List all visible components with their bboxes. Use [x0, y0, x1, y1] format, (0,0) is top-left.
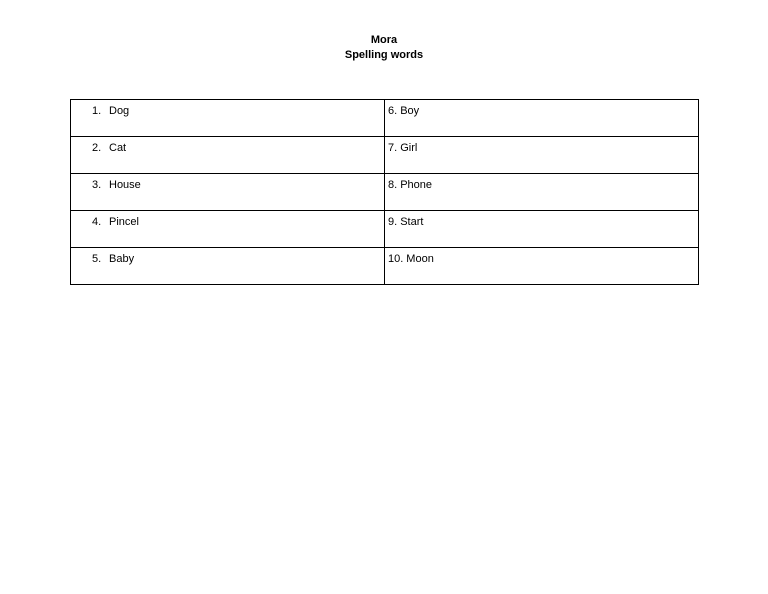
word-number: 9. — [388, 216, 398, 228]
table-cell — [71, 248, 385, 285]
table-cell — [71, 137, 385, 174]
table-cell — [71, 211, 385, 248]
table-cell — [385, 137, 699, 174]
table-cell — [71, 100, 385, 137]
table-cell — [385, 100, 699, 137]
word-text: Pincel — [109, 216, 139, 228]
word-text: Girl — [400, 142, 418, 154]
table-cell — [385, 248, 699, 285]
word-text: Moon — [406, 253, 434, 265]
document-title: Mora — [370, 34, 398, 46]
table-row — [71, 137, 699, 174]
word-text: Dog — [109, 105, 130, 117]
word-number: 2. — [92, 142, 102, 154]
table-cell — [385, 211, 699, 248]
word-text: Boy — [400, 105, 420, 117]
word-number: 5. — [92, 253, 102, 265]
word-text: Cat — [109, 142, 127, 154]
word-text: Phone — [400, 179, 432, 191]
word-number: 8. — [388, 179, 398, 191]
word-number: 4. — [92, 216, 102, 228]
word-number: 7. — [388, 142, 398, 154]
word-text: House — [109, 179, 141, 191]
table-cell — [71, 174, 385, 211]
table-row — [71, 174, 699, 211]
word-number: 10. — [388, 253, 404, 265]
table-row — [71, 248, 699, 285]
document-header — [0, 33, 768, 63]
word-number: 1. — [92, 105, 102, 117]
word-number: 6. — [388, 105, 398, 117]
word-number: 3. — [92, 179, 102, 191]
table-row — [71, 100, 699, 137]
document-subtitle: Spelling words — [344, 49, 424, 61]
table-row — [71, 211, 699, 248]
spelling-words-table — [70, 99, 699, 285]
table-cell — [385, 174, 699, 211]
word-text: Start — [400, 216, 424, 228]
word-text: Baby — [109, 253, 135, 265]
